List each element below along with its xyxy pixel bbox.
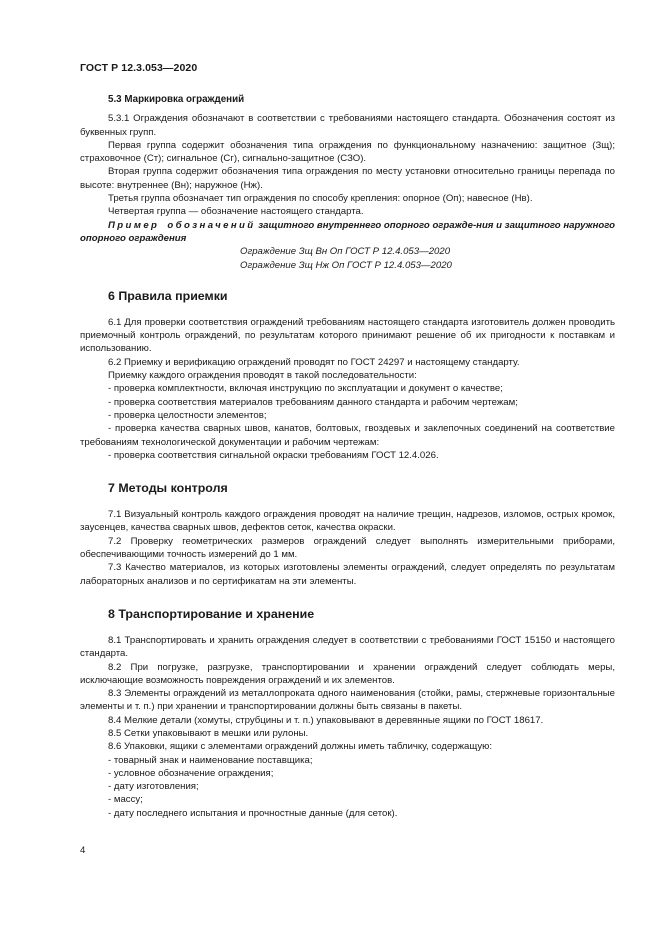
paragraph-8-6: 8.6 Упаковки, ящики с элементами ограждений должны иметь табличку, содержащую: [108, 741, 493, 753]
paragraph-8-3: 8.3 Элементы ограждений из металлопроката одного наименования (стойки, рамы, стержневые горизонтальные элементы и т. п.) при хранении и транспортировании должны быть связаны в пакеты. [80, 688, 615, 713]
paragraph-8-2: 8.2 При погрузке, разгрузке, транспортировании и хранении ограждений следует соблюдать меры, исключающие возможность повреждения ограждений и их элементов. [80, 661, 615, 686]
example-paragraph [80, 219, 615, 246]
paragraph-7-3: 7.3 Качество материалов, из которых изготовлены элементы ограждений, следует определять по результатам лабораторных анализов и по сертификатам на эти элементы. [80, 562, 615, 587]
paragraph-second-group: Вторая группа содержит обозначения типа ограждения по месту установки относительно границы перепада по высоте: внутреннее (Вн); наружное (Нж). [80, 166, 615, 191]
document-header: ГОСТ Р 12.3.053—2020 [80, 62, 198, 74]
paragraph-8-4: 8.4 Мелкие детали (хомуты, струбцины и т. п.) упаковывают в деревянные ящики по ГОСТ 18617. [108, 714, 544, 726]
document-body [80, 93, 615, 820]
list-item: - проверка соответствия материалов требованиям данного стандарта и рабочим чертежам; [108, 396, 518, 408]
list-item: - дату последнего испытания и прочностные данные (для сеток). [108, 807, 398, 819]
list-item: - товарный знак и наименование поставщика; [108, 754, 313, 766]
subsection-heading-5-3: 5.3 Маркировка ограждений [108, 94, 245, 105]
paragraph-8-1: 8.1 Транспортировать и хранить ограждения следует в соответствии с требованиями ГОСТ 15150 и настоящего стандарта. [80, 634, 615, 660]
list-item: - массу; [108, 794, 143, 806]
list-item: - условное обозначение ограждения; [108, 767, 274, 779]
section-heading-6: 6 Правила приемки [108, 288, 228, 303]
paragraph-8-5: 8.5 Сетки упаковывают в мешки или рулоны. [108, 727, 309, 739]
section-heading-8: 8 Транспортирование и хранение [108, 606, 315, 621]
paragraph-7-1: 7.1 Визуальный контроль каждого ограждения проводят на наличие трещин, надрезов, изломов, острых кромок, заусенцев, качества сварных швов, дефектов сеток, качества окраски. [80, 509, 615, 534]
section-heading-7: 7 Методы контроля [108, 481, 228, 496]
paragraph-5-3-1: 5.3.1 Ограждения обозначают в соответствии с требованиями настоящего стандарта. Обозначения состоят из буквенных групп. [80, 113, 615, 138]
list-item: - проверка комплектности, включая инструкцию по эксплуатации и документ о качестве; [108, 383, 503, 395]
list-item: - проверка соответствия сигнальной окраски требованиям ГОСТ 12.4.026. [108, 449, 439, 461]
paragraph-first-group: Первая группа содержит обозначения типа ограждения по функциональному назначению: защитное (Зщ); страховочное (Ст); сигнальное (Сг), сигнально-защитное (СЗО). [80, 139, 615, 165]
paragraph-7-2: 7.2 Проверку геометрических размеров ограждений следует выполнять измерительными приборами, обеспечивающими точность измерений до 1 мм. [80, 535, 615, 561]
list-item: - дату изготовления; [108, 781, 199, 793]
paragraph-6-1: 6.1 Для проверки соответствия ограждений требованиям настоящего стандарта изготовитель должен проводить приемочный контроль ограждений, по результатам которого принимают решение об их пригодности к поставкам и использованию. [80, 316, 615, 355]
page-number: 4 [80, 845, 86, 856]
example-label-word: обозначений [167, 219, 256, 231]
example-designation-2: Ограждение Зщ Нж Оп ГОСТ Р 12.4.053—2020 [240, 259, 452, 271]
paragraph-6-2-sequence: Приемку каждого ограждения проводят в такой последовательности: [108, 370, 417, 382]
list-item: - проверка качества сварных швов, канатов, болтовых, гвоздевых и заклепочных соединений на соответствие требованиям технологической документации и рабочим чертежам: [80, 423, 615, 448]
paragraph-third-group: Третья группа обозначает тип ограждения по способу крепления: опорное (Оп); навесное (Нв). [108, 193, 533, 205]
example-text: защитного внутреннего опорного огражде-ния и защитного наружного опорного ограждения [80, 219, 616, 244]
example-label: Пример [108, 219, 160, 231]
list-item: - проверка целостности элементов; [108, 409, 267, 421]
example-designation-1: Ограждение Зщ Вн Оп ГОСТ Р 12.4.053—2020 [240, 246, 451, 258]
paragraph-fourth-group: Четвертая группа — обозначение настоящего стандарта. [108, 206, 364, 218]
paragraph-6-2: 6.2 Приемку и верификацию ограждений проводят по ГОСТ 24297 и настоящему стандарту. [108, 356, 520, 368]
